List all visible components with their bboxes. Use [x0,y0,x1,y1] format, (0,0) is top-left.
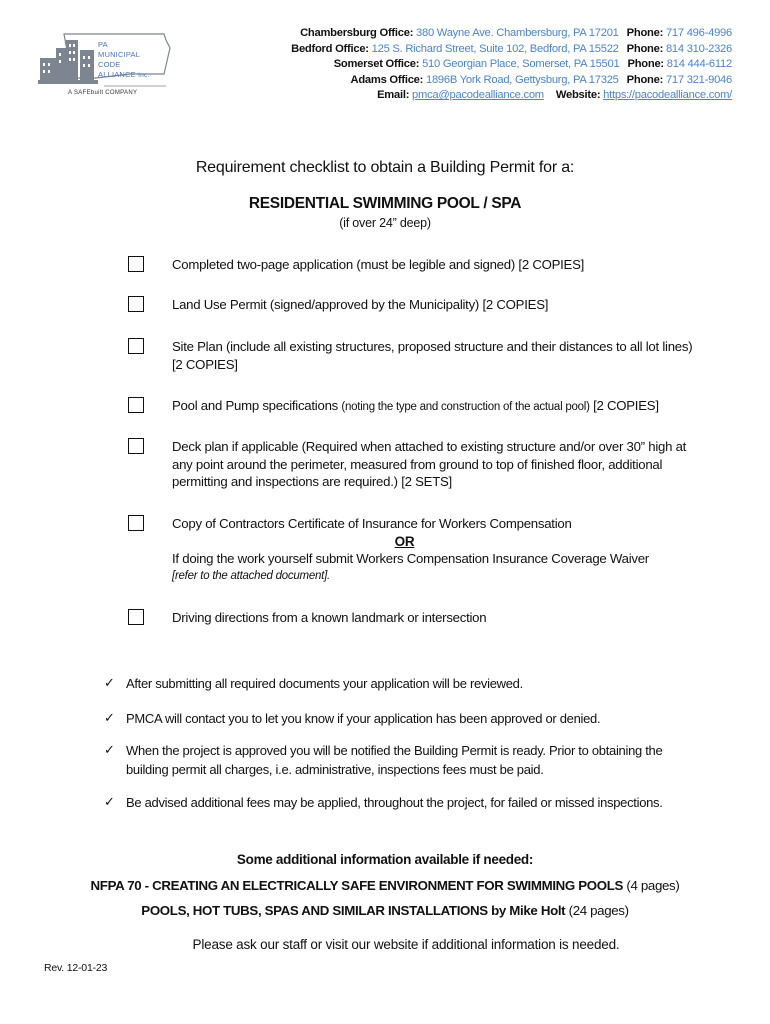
logo-line-3: CODE [98,60,121,69]
phone-label: Phone: [626,27,664,39]
logo-line-2: MUNICIPAL [98,50,141,59]
checkbox[interactable] [128,515,144,531]
checkmark-icon: ✓ [104,676,115,691]
office-address: 380 Wayne Ave. Chambersburg, PA 17201 [416,27,619,39]
item-text-reference: [refer to the attached document]. [172,569,330,582]
logo-wordmark [98,40,149,81]
note-text: PMCA will contact you to let you know if your application has been approved or denied. [126,711,601,726]
website-link[interactable]: https://pacodealliance.com/ [603,89,732,102]
resource-title: POOLS, HOT TUBS, SPAS AND SIMILAR INSTALLATIONS by Mike Holt [141,903,566,918]
logo-tagline: A SAFEbuilt COMPANY [68,90,138,96]
resource-mike-holt[interactable] [0,903,770,918]
office-address: 510 Georgian Place, Somerset, PA 15501 [422,58,620,71]
email-label: Email: [377,89,410,102]
phone-label: Phone: [626,42,664,55]
item-text-copies: [2 COPIES] [589,398,659,413]
checkbox[interactable] [128,397,144,413]
office-address: 1896B York Road, Gettysburg, PA 17325 [425,73,619,86]
phone-label: Phone: [626,73,664,86]
checkmark-icon: ✓ [104,743,115,758]
additional-info-heading: Some additional information available if needed: [236,852,534,867]
resource-title: NFPA 70 - CREATING AN ELECTRICALLY SAFE ENVIRONMENT FOR SWIMMING POOLS [90,878,624,893]
checkbox[interactable] [128,338,144,354]
closing-note: Please ask our staff or visit our website if additional information is needed. [192,937,620,952]
checklist-item-text: Driving directions from a known landmark or intersection [172,610,487,625]
office-somerset [291,57,732,73]
office-label: Somerset Office: [333,58,420,71]
office-label: Bedford Office: [291,42,369,55]
item-text-main: Copy of Contractors Certificate of Insurance for Workers Compensation [172,516,572,531]
office-label: Chambersburg Office: [300,27,414,39]
website-label: Website: [555,89,601,102]
office-phone[interactable]: 717 321-9046 [665,73,732,86]
office-contact-block [291,26,732,104]
checklist-item-text [172,515,697,585]
intro-heading: Requirement checklist to obtain a Building Permit for a: [195,159,575,176]
office-bedford [291,42,732,58]
checklist-item-text: Completed two-page application (must be legible and signed) [2 COPIES] [172,257,585,272]
note-text: When the project is approved you will be notified the Building Permit is ready. Prior to obtaining the building permit all charges, i.e. administrative, inspections fees must be paid. [126,743,663,777]
resource-pages: (24 pages) [565,903,629,918]
contact-line [291,88,732,104]
logo-inc: Inc. [138,72,150,79]
checkbox[interactable] [128,438,144,454]
office-label: Adams Office: [350,73,424,86]
checklist-item-text: Deck plan if applicable (Required when attached to existing structure and/or over 30” high at any point around the perimeter, measured from ground to top of finished floor, additional permitting and inspections are required.) [2 SETS] [172,439,687,489]
revision-label: Rev. 12-01-23 [44,962,108,974]
checklist-item-text [172,397,697,417]
checkbox[interactable] [128,256,144,272]
resource-nfpa70[interactable] [0,878,770,893]
logo-line-1: PA [98,40,108,49]
or-separator: OR [394,533,415,549]
page-subtitle: (if over 24” deep) [339,216,431,230]
office-chambersburg [291,26,732,42]
checklist-item-text: Land Use Permit (signed/approved by the Municipality) [2 COPIES] [172,297,549,312]
item-text-note: (noting the type and construction of the actual pool) [341,401,590,413]
office-address: 125 S. Richard Street, Suite 102, Bedford, PA 15522 [371,42,619,55]
email-link[interactable]: pmca@pacodealliance.com [412,89,544,102]
note-text: Be advised additional fees may be applied, throughout the project, for failed or missed inspections. [126,795,663,810]
note-text: After submitting all required documents your application will be reviewed. [126,676,523,691]
checkbox[interactable] [128,609,144,625]
checkbox[interactable] [128,296,144,312]
office-phone[interactable]: 814 444-6112 [666,58,732,71]
checkmark-icon: ✓ [104,711,115,726]
item-text-main: Pool and Pump specifications [172,398,342,413]
phone-label: Phone: [627,58,664,71]
checkmark-icon: ✓ [104,795,115,810]
checklist-item-text: Site Plan (include all existing structures, proposed structure and their distances to all lot lines) [2 COPIES] [172,339,693,372]
item-text-alt: If doing the work yourself submit Workers Compensation Insurance Coverage Waiver [172,551,649,566]
logo-line-4: ALLIANCE [98,70,136,79]
page-title: RESIDENTIAL SWIMMING POOL / SPA [248,195,522,212]
office-adams [291,73,732,89]
office-phone[interactable]: 717 496-4996 [665,27,732,39]
resource-pages: (4 pages) [623,878,680,893]
office-phone[interactable]: 814 310-2326 [665,42,732,55]
